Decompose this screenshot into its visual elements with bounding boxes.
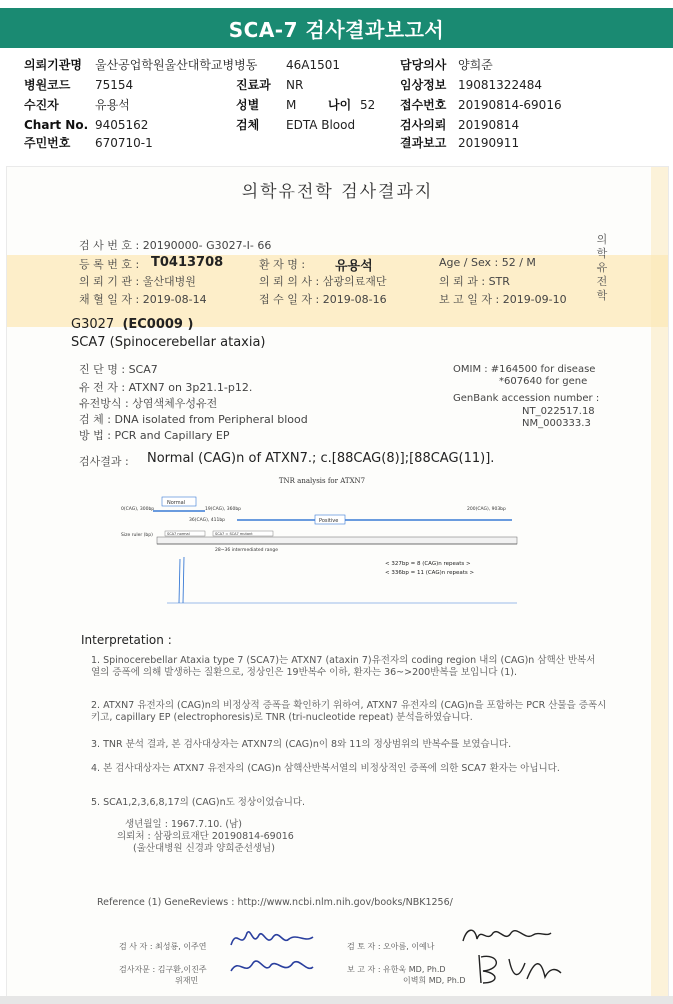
patient-name-value: 유용석 [335,259,373,274]
scanned-report [6,166,669,998]
reporter-2: 이벽희 MD, Ph.D [403,976,466,985]
age-label: 나이 [328,98,352,112]
vertical-stamp: 의 학 유 전 학 [596,233,608,302]
hospital-value: 울산공업학원울산대학교병병동 [95,58,258,72]
request-origin-detail: (울산대병원 신경과 양희준선생님) [133,843,275,854]
size-ruler [157,537,517,544]
genbank-nt: NT_022517.18 [522,406,595,417]
result-report-value: 20190911 [458,136,520,150]
specimen-value: EDTA Blood [286,118,356,132]
interpretation-title: Interpretation : [81,633,172,647]
result-value: Normal (CAG)n of ATXN7.; c.[88CAG(8)];[88CAG(11)]. [147,451,495,466]
tnr-normal-label: Normal [167,500,186,506]
chart-label: Chart No. [24,118,89,132]
doctor-label: 담당의사 [400,58,447,72]
genbank-label: GenBank accession number : [453,393,600,404]
test-number: 검 사 번 호 : 20190000- G3027-I- 66 [79,239,272,252]
signature-reviewer [459,923,555,949]
tnr-label-36cag: 36(CAG), 411bp [189,518,226,523]
interpretation-3: 3. TNR 분석 결과, 본 검사대상자는 ATXN7의 (CAG)n이 8와 11의 정상범위의 반복수를 보였습니다. [91,739,512,750]
report-header [0,8,673,48]
inheritance: 유전방식 : 상염색체우성유전 [79,397,218,410]
signature-tester [227,925,317,953]
omim: OMIM : #164500 for disease [453,364,596,375]
report-title: 의학유전학 검사결과지 [241,182,434,202]
result-label: 검사결과 : [79,455,129,468]
receive-date: 접 수 일 자 : 2019-08-16 [259,293,387,306]
tnr-label-19cag: 19(CAG), 360bp [205,507,242,512]
specimen: 검 체 : DNA isolated from Peripheral blood [79,413,308,426]
request-institution: 의 뢰 기 관 : 울산대병원 [79,275,196,288]
result-report-label: 결과보고 [400,136,447,150]
peak-11cag [183,557,184,603]
tnr-label-0cag: 0(CAG), 300bp [121,507,155,512]
chart-value: 9405162 [95,118,149,132]
request-origin: 의뢰처 : 삼광의료재단 20190814-69016 [117,831,294,842]
patient-name-label: 환 자 명 : [259,258,306,271]
receipt-label: 접수번호 [400,98,447,112]
sex-label: 성별 [236,98,260,112]
patient-info-table [0,50,673,162]
tnr-positive-label: Positive [319,518,339,524]
clinical-label: 임상정보 [400,78,447,92]
size-ruler-label: Size ruler (bp) [121,533,153,538]
advisor-2: 위재민 [175,976,199,985]
request-value: 20190814 [458,118,520,132]
dept-label: 진료과 [236,78,271,92]
tnr-label-200cag: 200(CAG), 903bp [467,507,506,512]
birth-date: 생년월일 : 1967.7.10. (남) [125,819,242,830]
age-value: 52 [360,98,376,112]
id-label: 주민번호 [24,136,71,150]
interpretation-5: 5. SCA1,2,3,6,8,17의 (CAG)n도 정상이었습니다. [91,797,306,808]
disease-name: SCA7 (Spinocerebellar ataxia) [71,335,266,350]
intermediate-range-label: 28~36 intermediated range [215,548,278,553]
request-dept: 의 뢰 과 : STR [439,275,510,288]
draw-date: 채 혈 일 자 : 2019-08-14 [79,293,207,306]
advisor: 검사자문 : 김구환,이진주 [119,965,207,974]
genbank-nm: NM_000333.3 [522,418,591,429]
code-value: 75154 [95,78,134,92]
tnr-title: TNR analysis for ATXN7 [278,477,366,485]
clinical-value: 19081322484 [458,78,542,92]
reg-value: T0413708 [151,255,224,270]
tnr-analysis-figure [117,473,527,613]
hospital-code2: 46A1501 [286,58,341,72]
page-title: SCA-7 검사결과보고서 [228,17,445,42]
highlight-band-right [651,167,668,997]
receipt-value: 20190814-69016 [458,98,562,112]
omim-gene: *607640 for gene [499,376,588,387]
id-value: 670710-1 [95,136,153,150]
reporter: 보 고 자 : 유한욱 MD, Ph.D [347,965,446,974]
page-footer-bar [0,996,673,1004]
interpretation-4: 4. 본 검사대상자는 ATXN7 유전자의 (CAG)n 삼핵산반복서열의 비정상적인 증폭에 의한 SCA7 환자는 아닙니다. [91,763,560,774]
method: 방 법 : PCR and Capillary EP [79,429,230,442]
code-label: 병원코드 [24,78,71,92]
range-normal-label: SCA7 normal [167,532,190,536]
gene: 유 전 자 : ATXN7 on 3p21.1-p12. [79,381,253,394]
peak1-label: < 327bp = 8 (CAG)n repeats > [385,561,471,567]
signature-advisor [227,953,317,981]
dept-value: NR [286,78,304,92]
reference: Reference (1) GeneReviews : http://www.ncbi.nlm.nih.gov/books/NBK1256/ [97,897,453,908]
interpretation-1: 1. Spinocerebellar Ataxia type 7 (SCA7)는 ATXN7 (ataxin 7)유전자의 coding region 내의 (CAG)n 삼핵산 반복서열의 증폭에 의해 발생하는 질환으로, 정상인은 19반복수 이하, 환자는 36~>200반복을 보입니다 (1). [91,655,596,678]
request-label: 검사의뢰 [400,118,447,132]
specimen-label: 검체 [236,118,260,132]
sex-value: M [286,98,297,112]
test-code: G3027 (EC0009 ) [71,317,194,332]
diagnosis: 진 단 명 : SCA7 [79,363,158,376]
age-sex: Age / Sex : 52 / M [439,256,536,269]
tester: 검 사 자 : 최성룡, 이주연 [119,942,207,951]
patient-label: 수진자 [24,98,59,112]
range-mutant-label: SCA7 = SCA7 mutant [215,532,253,536]
peak-8cag [179,559,180,603]
reviewer: 검 토 자 : 오아름, 이예나 [347,942,435,951]
doctor-value: 양희준 [458,58,493,72]
patient-value: 유용석 [95,98,130,112]
signature-reporter [469,949,565,989]
report-date: 보 고 일 자 : 2019-09-10 [439,293,567,306]
interpretation-2: 2. ATXN7 유전자의 (CAG)n의 비정상적 증폭을 확인하기 위하여, ATXN7 유전자의 (CAG)n을 포함하는 PCR 산물을 증폭시키고, capillary EP (electrophoresis)로 TNR (tri-nucleotide repeat) 분석을하였습니다. [91,700,607,723]
hospital-label: 의뢰기관명 [24,58,82,72]
peak2-label: < 336bp = 11 (CAG)n repeats > [385,570,475,576]
reg-label: 등 록 번 호 : [79,258,140,271]
request-doctor: 의 뢰 의 사 : 삼광의료재단 [259,275,387,288]
